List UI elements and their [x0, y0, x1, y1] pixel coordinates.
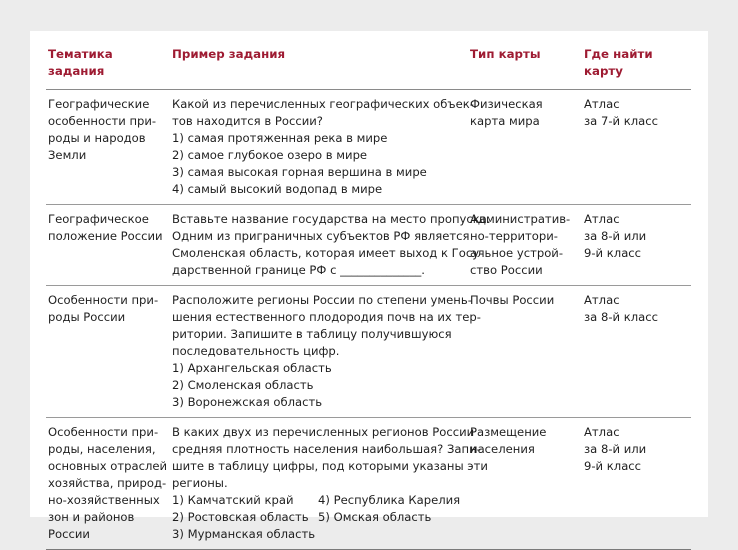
topic-line: Земли — [48, 148, 87, 162]
topic-line: хозяйства, природ- — [48, 476, 167, 490]
example-cell — [170, 418, 488, 550]
example-line: 3) Воронежская область — [172, 395, 323, 409]
example-line: В каких двух из перечисленных регионов России — [172, 425, 475, 439]
example-cell — [170, 90, 474, 205]
topic-line: роды, населения, — [48, 442, 156, 456]
topic-line: особенности при- — [48, 114, 157, 128]
option-item: 3) Мурманская область — [172, 527, 316, 541]
option-item: 4) Республика Карелия — [318, 493, 461, 507]
topic-line: России — [48, 527, 90, 541]
example-line: средняя плотность населения наибольшая? Запи- — [172, 442, 481, 456]
tasks-table — [46, 43, 691, 550]
answer-options — [172, 492, 464, 543]
map-type-line: Физическая — [470, 97, 543, 111]
map-type-line: населения — [470, 442, 535, 456]
topic-line: Географические — [48, 97, 150, 111]
where-cell — [582, 418, 691, 550]
example-line: шите в таблицу цифры, под которыми указаны эти — [172, 459, 488, 473]
example-line: тов находится в России? — [172, 114, 323, 128]
table-row — [46, 90, 691, 205]
topic-line: роды России — [48, 310, 126, 324]
example-line: 4) самый высокий водопад в мире — [172, 182, 383, 196]
example-line: шения естественного плодородия почв на их тер- — [172, 310, 481, 324]
example-line: Какой из перечисленных географических объек- — [172, 97, 474, 111]
example-line: 3) самая высокая горная вершина в мире — [172, 165, 427, 179]
where-line: Атлас — [584, 97, 620, 111]
header-map-type: Тип карты — [468, 43, 582, 90]
topic-line: положение России — [48, 229, 163, 243]
example-line: 1) самая протяженная река в мире — [172, 131, 388, 145]
content-card — [30, 31, 708, 541]
header-topic: Тематика задания — [46, 43, 170, 90]
topic-line: Географическое — [48, 212, 149, 226]
where-line: 9-й класс — [584, 246, 642, 260]
example-line: Смоленская область, которая имеет выход к Госу- — [172, 246, 484, 260]
where-line: Атлас — [584, 212, 620, 226]
example-line: ритории. Запишите в таблицу получившуюся — [172, 327, 452, 341]
map-type-cell — [468, 90, 582, 205]
where-line: Атлас — [584, 293, 620, 307]
topic-cell — [46, 205, 170, 286]
example-line: Вставьте название государства на место пропуска. — [172, 212, 491, 226]
option-item: 2) Ростовская область — [172, 510, 309, 524]
option-item: 1) Камчатский край — [172, 493, 294, 507]
example-cell — [170, 286, 481, 418]
table-row — [46, 286, 691, 418]
example-line: регионы. — [172, 476, 228, 490]
where-line: 9-й класс — [584, 459, 642, 473]
header-row — [46, 43, 691, 90]
header-example: Пример задания — [170, 43, 468, 90]
where-line: за 8-й класс — [584, 310, 659, 324]
where-cell — [582, 90, 691, 205]
example-line: Расположите регионы России по степени умень- — [172, 293, 472, 307]
header-where: Где найти карту — [582, 43, 691, 90]
where-line: за 7-й класс — [584, 114, 659, 128]
options-right-column — [318, 492, 464, 543]
option-item: 5) Омская область — [318, 510, 432, 524]
where-line: Атлас — [584, 425, 620, 439]
example-line: дарственной границе РФ с ______________. — [172, 263, 425, 277]
table-row — [46, 418, 691, 550]
topic-line: зон и районов — [48, 510, 135, 524]
where-cell — [582, 286, 691, 418]
topic-cell — [46, 418, 170, 550]
example-cell — [170, 205, 491, 286]
table-row — [46, 205, 691, 286]
example-line: последовательность цифр. — [172, 344, 340, 358]
topic-cell — [46, 286, 170, 418]
example-line: 2) самое глубокое озеро в мире — [172, 148, 368, 162]
map-type-line: Почвы России — [470, 293, 555, 307]
topic-cell — [46, 90, 170, 205]
where-line: за 8-й или — [584, 229, 647, 243]
where-line: за 8-й или — [584, 442, 647, 456]
topic-line: роды и народов — [48, 131, 146, 145]
topic-line: Особенности при- — [48, 425, 159, 439]
topic-line: но-хозяйственных — [48, 493, 160, 507]
map-type-cell — [468, 286, 582, 418]
map-type-line: но-территори- — [470, 229, 558, 243]
example-line: Одним из приграничных субъектов РФ является — [172, 229, 470, 243]
example-line: 2) Смоленская область — [172, 378, 314, 392]
topic-line: Особенности при- — [48, 293, 159, 307]
topic-line: основных отраслей — [48, 459, 168, 473]
map-type-line: карта мира — [470, 114, 540, 128]
map-type-cell — [468, 205, 582, 286]
map-type-cell — [468, 418, 582, 550]
map-type-line: ство России — [470, 263, 543, 277]
map-type-line: Размещение — [470, 425, 547, 439]
options-left-column — [172, 492, 318, 543]
map-type-line: альное устрой- — [470, 246, 563, 260]
map-type-line: Административ- — [470, 212, 571, 226]
example-line: 1) Архангельская область — [172, 361, 332, 375]
where-cell — [582, 205, 691, 286]
